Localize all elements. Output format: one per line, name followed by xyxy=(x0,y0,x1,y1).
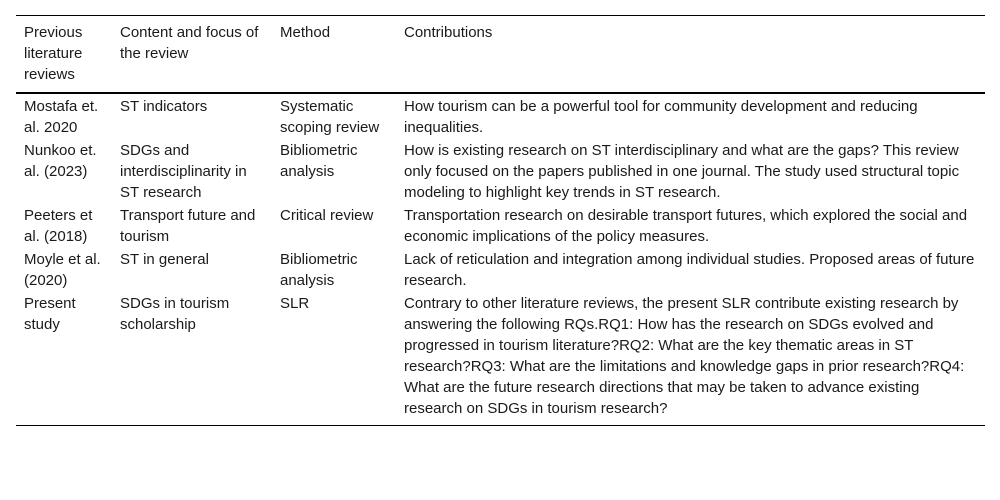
cell-method: Systematic scoping review xyxy=(280,98,380,136)
header-content-focus: Content and focus of the review xyxy=(120,24,259,62)
header-method: Method xyxy=(280,24,331,41)
cell-review: Mostafa et. al. 2020 xyxy=(24,98,99,136)
cell-method: Bibliometric analysis xyxy=(280,142,358,180)
cell-contributions: How tourism can be a powerful tool for community development and reducing inequalities. xyxy=(404,98,918,136)
header-previous-reviews: Previous literature reviews xyxy=(24,24,83,83)
table-header xyxy=(16,16,985,94)
table-row xyxy=(16,93,985,138)
cell-review: Moyle et al. (2020) xyxy=(24,251,101,289)
cell-method: Critical review xyxy=(280,207,374,224)
table-row xyxy=(16,291,985,426)
cell-method: Bibliometric analysis xyxy=(280,251,358,289)
table-body xyxy=(16,93,985,426)
cell-method: SLR xyxy=(280,295,310,312)
cell-content: SDGs in tourism scholarship xyxy=(120,295,230,333)
cell-contributions: Transportation research on desirable transport futures, which explored the social and economic implications of the policy measures. xyxy=(404,207,968,245)
cell-contributions: How is existing research on ST interdisciplinary and what are the gaps? This review only focused on the papers published in one journal. The study used structural topic modeling to highlight key trends in ST research. xyxy=(404,142,960,201)
cell-content: ST in general xyxy=(120,251,209,268)
cell-review: Nunkoo et. al. (2023) xyxy=(24,142,97,180)
cell-content: SDGs and interdisciplinarity in ST research xyxy=(120,142,247,201)
table-row xyxy=(16,203,985,247)
table-row xyxy=(16,138,985,203)
header-row xyxy=(16,16,985,94)
cell-content: Transport future and tourism xyxy=(120,207,256,245)
cell-contributions: Lack of reticulation and integration among individual studies. Proposed areas of future research. xyxy=(404,251,975,289)
cell-content: ST indicators xyxy=(120,98,208,115)
header-contributions: Contributions xyxy=(404,24,493,41)
cell-review: Present study xyxy=(24,295,76,333)
literature-review-table xyxy=(16,15,985,426)
table-row xyxy=(16,247,985,291)
cell-review: Peeters et al. (2018) xyxy=(24,207,93,245)
cell-contributions: Contrary to other literature reviews, the present SLR contribute existing research by answering the following RQs.RQ1: How has the research on SDGs evolved and progressed in tourism literature?RQ2: What are the key thematic areas in ST research?RQ3: What are the limitations and knowledge gaps in prior research?RQ4: What are the future research directions that may be taken to advance existing research on SDGs in tourism research? xyxy=(404,295,965,417)
